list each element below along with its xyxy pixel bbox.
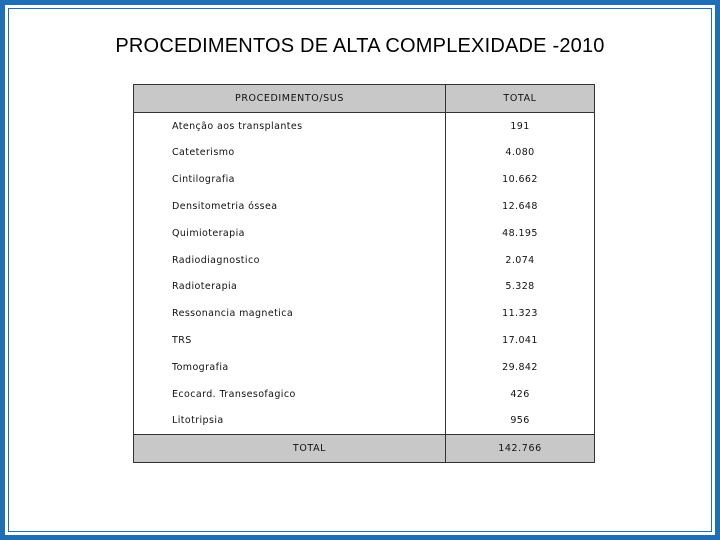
table-row [134, 381, 595, 408]
row-procedure-name: Radiodiagnostico [134, 247, 446, 274]
table-row [134, 354, 595, 381]
row-procedure-name: Ressonancia magnetica [134, 300, 446, 327]
table-row [134, 408, 595, 435]
row-procedure-name: Atenção aos transplantes [134, 112, 446, 139]
row-procedure-name: TRS [134, 327, 446, 354]
table-total-row [134, 435, 595, 463]
row-procedure-total: 12.648 [502, 201, 538, 213]
total-label: TOTAL [134, 435, 446, 463]
table-row [134, 112, 595, 139]
table-row [134, 220, 595, 247]
row-procedure-total: 17.041 [502, 335, 538, 347]
row-procedure-name: Cintilografia [134, 166, 446, 193]
row-procedure-total: 10.662 [502, 174, 538, 186]
row-procedure-name: Cateterismo [134, 140, 446, 167]
table-row [134, 300, 595, 327]
row-procedure-total: 5.328 [505, 281, 535, 293]
slide-title: PROCEDIMENTOS DE ALTA COMPLEXIDADE -2010 [115, 35, 605, 57]
row-procedure-total: 48.195 [502, 227, 538, 239]
row-procedure-name: Tomografia [134, 354, 446, 381]
row-procedure-name: Litotripsia [134, 408, 446, 435]
procedures-table [133, 84, 595, 463]
row-procedure-total: 4.080 [505, 147, 535, 159]
header-procedimento: PROCEDIMENTO/SUS [134, 85, 446, 113]
table-row [134, 166, 595, 193]
table-row [134, 193, 595, 220]
row-procedure-total: 191 [510, 120, 530, 132]
row-procedure-total: 956 [510, 415, 530, 427]
table-row [134, 140, 595, 167]
total-value: 142.766 [446, 435, 595, 463]
row-procedure-name: Ecocard. Transesofagico [134, 381, 446, 408]
row-procedure-total: 29.842 [502, 361, 538, 373]
header-total: TOTAL [446, 85, 595, 113]
table-row [134, 247, 595, 274]
row-procedure-name: Quimioterapia [134, 220, 446, 247]
table-row [134, 274, 595, 301]
row-procedure-total: 2.074 [505, 254, 535, 266]
row-procedure-name: Radioterapia [134, 274, 446, 301]
table-row [134, 327, 595, 354]
table-header-row [134, 85, 595, 113]
row-procedure-total: 11.323 [502, 308, 538, 320]
row-procedure-total: 426 [510, 388, 530, 400]
row-procedure-name: Densitometria óssea [134, 193, 446, 220]
